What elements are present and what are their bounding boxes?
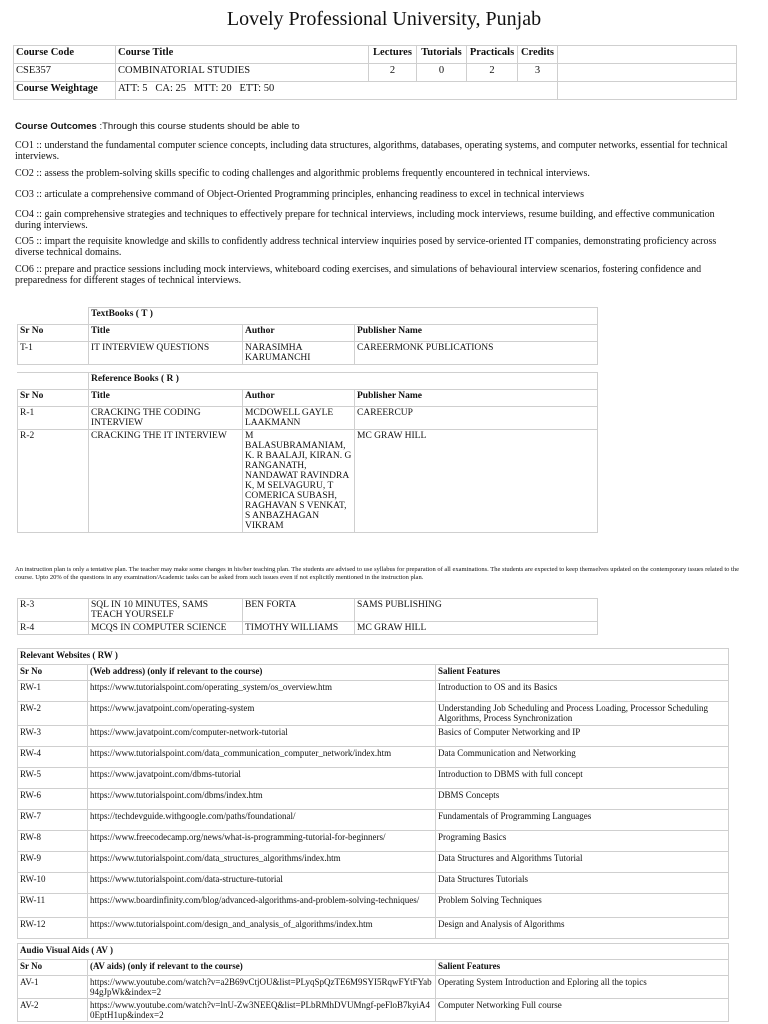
course-title-header: Course Title xyxy=(116,46,369,64)
website-url: https://www.tutorialspoint.com/dbms/index.htm xyxy=(88,789,436,810)
table-row: RW-12 https://www.tutorialspoint.com/design_and_analysis_of_algorithms/index.htm Design and Analysis of Algorithms xyxy=(18,918,729,939)
column-header: Publisher Name xyxy=(355,390,598,407)
empty-cell xyxy=(558,82,737,100)
website-url: https://www.tutorialspoint.com/data_communication_computer_network/index.htm xyxy=(88,747,436,768)
reference-books-heading: Reference Books ( R ) xyxy=(89,373,598,390)
column-header: Salient Features xyxy=(436,665,729,681)
books-table xyxy=(17,307,598,533)
course-title: COMBINATORIAL STUDIES xyxy=(116,64,369,82)
textbooks-heading: TextBooks ( T ) xyxy=(89,308,598,325)
table-row: RW-7 https://techdevguide.withgoogle.com/paths/foundational/ Fundamentals of Programming Languages xyxy=(18,810,729,831)
column-header: Author xyxy=(243,325,355,342)
websites-heading: Relevant Websites ( RW ) xyxy=(18,649,729,665)
table-row: RW-5 https://www.javatpoint.com/dbms-tutorial Introduction to DBMS with full concept xyxy=(18,768,729,789)
column-header: (Web address) (only if relevant to the course) xyxy=(88,665,436,681)
course-outcome: CO1 :: understand the fundamental computer science concepts, including data structures, algorithms, databases, operating systems, and computer networks, essential for technical interviews. xyxy=(15,140,728,162)
credits-value: 3 xyxy=(518,64,558,82)
website-url: https://www.tutorialspoint.com/design_and_analysis_of_algorithms/index.htm xyxy=(88,918,436,939)
column-header: Title xyxy=(89,390,243,407)
table-row: RW-1 https://www.tutorialspoint.com/operating_system/os_overview.htm Introduction to OS and its Basics xyxy=(18,681,729,702)
website-url: https://www.tutorialspoint.com/data-structure-tutorial xyxy=(88,873,436,894)
reference-books-continued-table xyxy=(17,598,598,635)
credits-header: Credits xyxy=(518,46,558,64)
website-url: https://www.tutorialspoint.com/data_structures_algorithms/index.htm xyxy=(88,852,436,873)
website-url: https://www.javatpoint.com/dbms-tutorial xyxy=(88,768,436,789)
column-header: (AV aids) (only if relevant to the course) xyxy=(88,960,436,976)
course-code-header: Course Code xyxy=(14,46,116,64)
column-header: Author xyxy=(243,390,355,407)
table-row: R-1 CRACKING THE CODING INTERVIEW MCDOWELL GAYLE LAAKMANN CAREERCUP xyxy=(18,407,598,430)
website-url: https://www.tutorialspoint.com/operating_system/os_overview.htm xyxy=(88,681,436,702)
column-header: Title xyxy=(89,325,243,342)
practicals-value: 2 xyxy=(467,64,518,82)
tutorials-value: 0 xyxy=(417,64,467,82)
weightage-label: Course Weightage xyxy=(14,82,116,100)
website-url: https://techdevguide.withgoogle.com/paths/foundational/ xyxy=(88,810,436,831)
empty-cell xyxy=(558,64,737,82)
column-header: Sr No xyxy=(18,325,89,342)
table-row: RW-3 https://www.javatpoint.com/computer-network-tutorial Basics of Computer Networking and IP xyxy=(18,726,729,747)
course-outcome: CO2 :: assess the problem-solving skills specific to coding challenges and algorithmic problems frequently encountered in technical interviews. xyxy=(15,168,590,179)
weightage-value: ATT: 5 CA: 25 MTT: 20 ETT: 50 xyxy=(116,82,558,100)
table-row: AV-2 https://www.youtube.com/watch?v=lnU-Zw3NEEQ&list=PLbRMhDVUMngf-peFloB7kyiA40EptH1up&index=2 Computer Networking Full course xyxy=(18,999,729,1022)
course-outcome: CO3 :: articulate a comprehensive command of Object-Oriented Programming principles, enhancing readiness to excel in technical interviews xyxy=(15,189,584,200)
column-header: Salient Features xyxy=(436,960,729,976)
video-url: https://www.youtube.com/watch?v=lnU-Zw3NEEQ&list=PLbRMhDVUMngf-peFloB7kyiA40EptH1up&index=2 xyxy=(88,999,436,1022)
column-header: Sr No xyxy=(18,665,88,681)
audio-visual-heading: Audio Visual Aids ( AV ) xyxy=(18,944,729,960)
websites-table xyxy=(17,648,729,1022)
table-row: RW-6 https://www.tutorialspoint.com/dbms/index.htm DBMS Concepts xyxy=(18,789,729,810)
table-row: R-2 CRACKING THE IT INTERVIEW M BALASUBRAMANIAM, K. R BAALAJI, KIRAN. G RANGANATH, NANDAWAT RAVINDRA K, M SELVAGURU, T COMERICA SUBASH, RAGHAVAN S VENKAT, S ANBAZHAGAN VIKRAM MC GRAW HILL xyxy=(18,430,598,533)
website-url: https://www.boardinfinity.com/blog/advanced-algorithms-and-problem-solving-techniques/ xyxy=(88,894,436,918)
table-row: RW-11 https://www.boardinfinity.com/blog/advanced-algorithms-and-problem-solving-techniques/ Problem Solving Techniques xyxy=(18,894,729,918)
instruction-plan-note: An instruction plan is only a tentative plan. The teacher may make some changes in his/her teaching plan. The students are advised to use syllabus for preparation of all examinations. The students are expected to keep themselves updated on the contemporary issues related to the course. Upto 20% of the questions in any examination/Academic tasks can be asked from such issues even if not explicitly mentioned in the instruction plan. xyxy=(15,566,739,581)
course-outcomes-heading: Course Outcomes :Through this course students should be able to xyxy=(15,121,300,132)
course-outcome: CO4 :: gain comprehensive strategies and techniques to effectively prepare for technical interviews, including mock interviews, resume building, and effective communication during interviews. xyxy=(15,209,715,231)
tutorials-header: Tutorials xyxy=(417,46,467,64)
course-outcome: CO5 :: impart the requisite knowledge and skills to confidently address technical interview inquiries posed by service-oriented IT companies, demonstrating proficiency across diverse technical domains. xyxy=(15,236,717,258)
lectures-value: 2 xyxy=(369,64,417,82)
table-row: RW-4 https://www.tutorialspoint.com/data_communication_computer_network/index.htm Data Communication and Networking xyxy=(18,747,729,768)
website-url: https://www.javatpoint.com/computer-network-tutorial xyxy=(88,726,436,747)
website-url: https://www.javatpoint.com/operating-system xyxy=(88,702,436,726)
table-row: RW-8 https://www.freecodecamp.org/news/what-is-programming-tutorial-for-beginners/ Programing Basics xyxy=(18,831,729,852)
course-info-table xyxy=(13,45,737,100)
column-header: Sr No xyxy=(18,960,88,976)
table-row: AV-1 https://www.youtube.com/watch?v=a2B69vCtjOU&list=PLyqSpQzTE6M9SYI5RqwFYtFYab94gJpWk&index=2 Operating System Introduction and Eploring all the topics xyxy=(18,976,729,999)
university-title: Lovely Professional University, Punjab xyxy=(226,8,542,30)
website-url: https://www.freecodecamp.org/news/what-is-programming-tutorial-for-beginners/ xyxy=(88,831,436,852)
column-header: Publisher Name xyxy=(355,325,598,342)
table-row: R-4 MCQS IN COMPUTER SCIENCE TIMOTHY WILLIAMS MC GRAW HILL xyxy=(18,622,598,635)
column-header: Sr No xyxy=(18,390,89,407)
empty-cell xyxy=(558,46,737,64)
practicals-header: Practicals xyxy=(467,46,518,64)
table-row: RW-9 https://www.tutorialspoint.com/data_structures_algorithms/index.htm Data Structures and Algorithms Tutorial xyxy=(18,852,729,873)
lectures-header: Lectures xyxy=(369,46,417,64)
course-outcome: CO6 :: prepare and practice sessions including mock interviews, whiteboard coding exercises, and simulations of behavioural interview scenarios, fostering confidence and preparedness for different stages of technical interviews. xyxy=(15,264,702,286)
table-row: RW-10 https://www.tutorialspoint.com/data-structure-tutorial Data Structures Tutorials xyxy=(18,873,729,894)
video-url: https://www.youtube.com/watch?v=a2B69vCtjOU&list=PLyqSpQzTE6M9SYI5RqwFYtFYab94gJpWk&index=2 xyxy=(88,976,436,999)
course-code: CSE357 xyxy=(14,64,116,82)
table-row: T-1 IT INTERVIEW QUESTIONS NARASIMHA KARUMANCHI CAREERMONK PUBLICATIONS xyxy=(18,342,598,365)
table-row: RW-2 https://www.javatpoint.com/operating-system Understanding Job Scheduling and Process Loading, Processor Scheduling Algorithms, Process Synchronization xyxy=(18,702,729,726)
table-row: R-3 SQL IN 10 MINUTES, SAMS TEACH YOURSELF BEN FORTA SAMS PUBLISHING xyxy=(18,599,598,622)
